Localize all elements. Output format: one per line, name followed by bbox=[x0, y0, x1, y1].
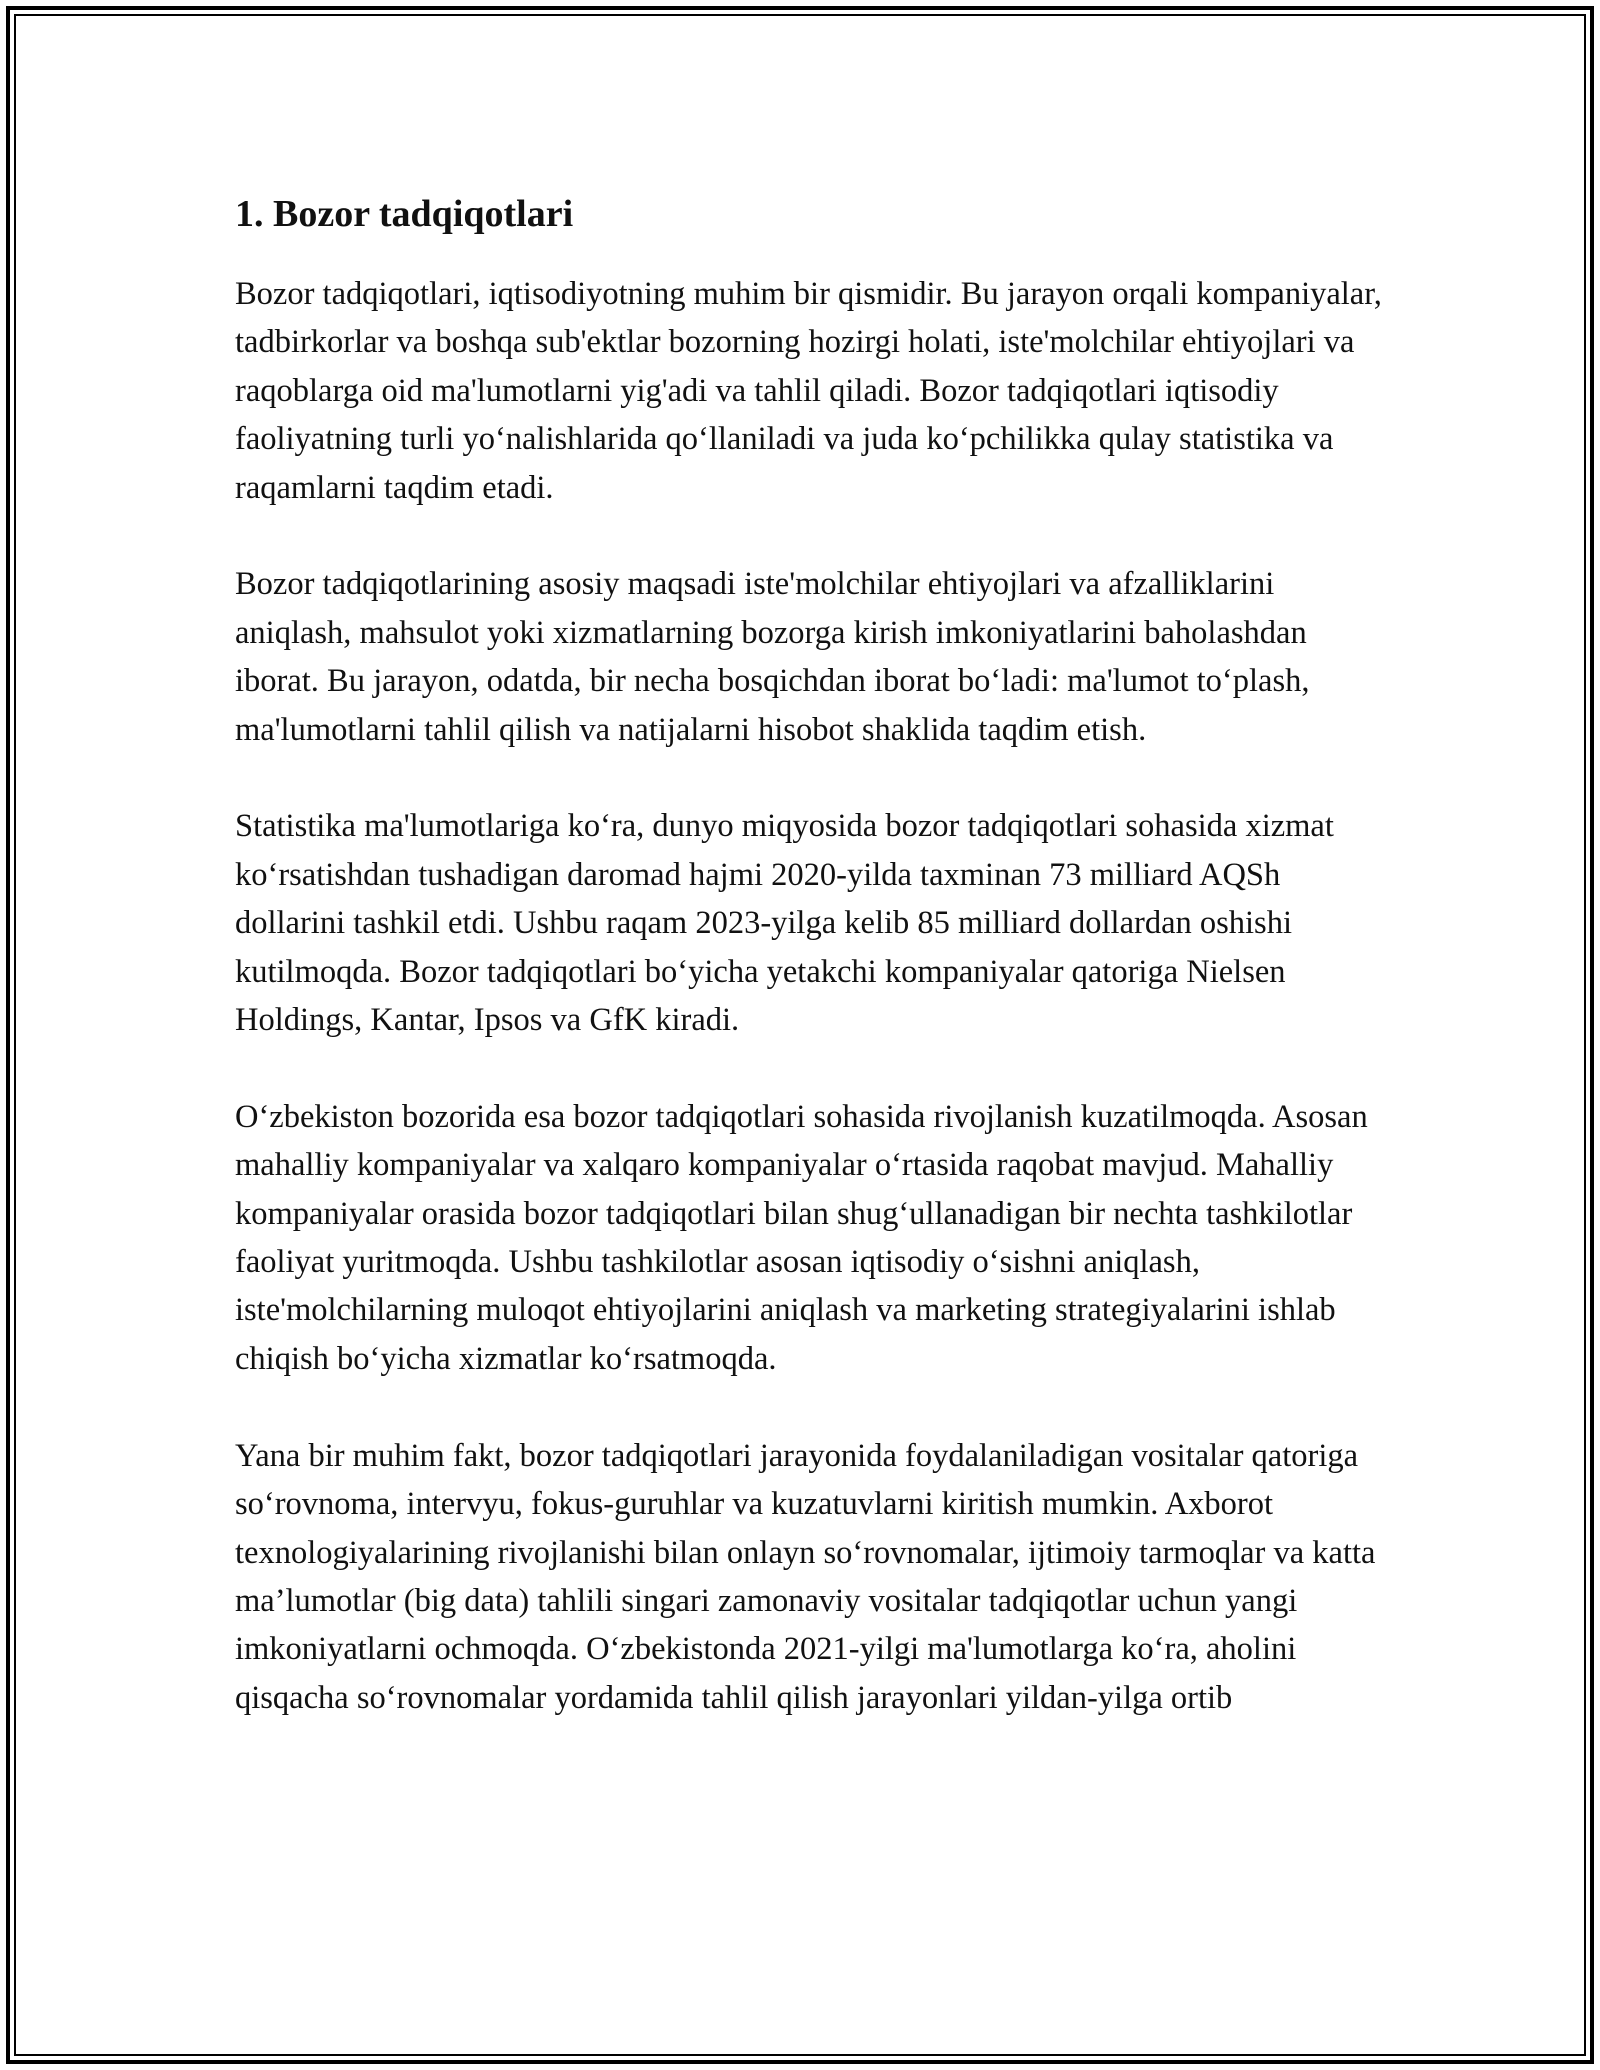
paragraph-5: Yana bir muhim fakt, bozor tadqiqotlari jarayonida foydalaniladigan vositalar qatoriga so‘rovnoma, intervyu, fokus-guruhlar va kuzatuvlarni kiritish mumkin. Axborot texnologiyalarining rivojlanishi bilan onlayn so‘rovnomalar, ijtimoiy tarmoqlar va katta ma’lumotlar (big data) tahlili singari zamonaviy vositalar tadqiqotlar uchun yangi imkoniyatlarni ochmoqda. O‘zbekistonda 2021-yilgi ma'lumotlarga ko‘ra, aholini qisqacha so‘rovnomalar yordamida tahlil qilish jarayonlari yildan-yilga ortib bbox=[235, 1437, 1376, 1716]
document-body bbox=[235, 186, 1385, 1771]
section-heading: 1. Bozor tadqiqotlari bbox=[235, 193, 574, 235]
paragraph-3: Statistika ma'lumotlariga ko‘ra, dunyo miqyosida bozor tadqiqotlari sohasida xizmat ko‘rsatishdan tushadigan daromad hajmi 2020-yilda taxminan 73 milliard AQSh dollarini tashkil etdi. Ushbu raqam 2023-yilga kelib 85 milliard dollardan oshishi kutilmoqda. Bozor tadqiqotlari bo‘yicha yetakchi kompaniyalar qatoriga Nielsen Holdings, Kantar, Ipsos va GfK kiradi. bbox=[235, 808, 1334, 1039]
paragraph-2: Bozor tadqiqotlarining asosiy maqsadi iste'molchilar ehtiyojlari va afzalliklarini aniqlash, mahsulot yoki xizmatlarning bozorga kirish imkoniyatlarini baholashdan iborat. Bu jarayon, odatda, bir necha bosqichdan iborat bo‘ladi: ma'lumot to‘plash, ma'lumotlarni tahlil qilish va natijalarni hisobot shaklida taqdim etish. bbox=[235, 566, 1310, 748]
paragraph-1: Bozor tadqiqotlari, iqtisodiyotning muhim bir qismidir. Bu jarayon orqali kompaniyalar, tadbirkorlar va boshqa sub'ektlar bozorning hozirgi holati, iste'molchilar ehtiyojlari va raqoblarga oid ma'lumotlarni yig'adi va tahlil qiladi. Bozor tadqiqotlari iqtisodiy faoliyatning turli yo‘nalishlarida qo‘llaniladi va juda ko‘pchilikka qulay statistika va raqamlarni taqdim etadi. bbox=[235, 276, 1382, 506]
paragraph-4: O‘zbekiston bozorida esa bozor tadqiqotlari sohasida rivojlanish kuzatilmoqda. Asosan mahalliy kompaniyalar va xalqaro kompaniyalar o‘rtasida raqobat mavjud. Mahalliy kompaniyalar orasida bozor tadqiqotlari bilan shug‘ullanadigan bir nechta tashkilotlar faoliyat yuritmoqda. Ushbu tashkilotlar asosan iqtisodiy o‘sishni aniqlash, iste'molchilarning muloqot ehtiyojlarini aniqlash va marketing strategiyalarini ishlab chiqish bo‘yicha xizmatlar ko‘rsatmoqda. bbox=[235, 1098, 1368, 1377]
